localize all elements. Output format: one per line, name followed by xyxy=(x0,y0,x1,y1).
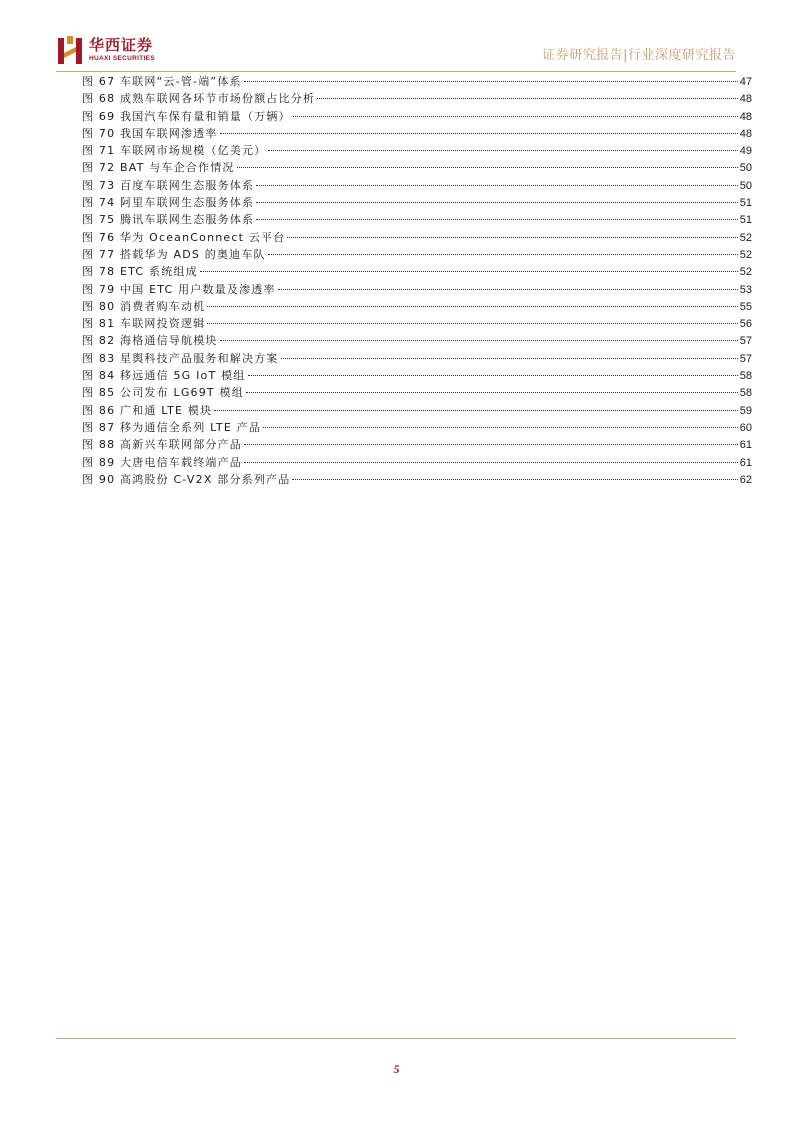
toc-entry-page: 52 xyxy=(739,266,752,279)
toc-entry[interactable] xyxy=(82,350,752,367)
toc-entry-page: 56 xyxy=(739,318,752,331)
logo-english-name: HUAXI SECURITIES xyxy=(89,55,155,62)
toc-entry-page: 49 xyxy=(739,145,752,158)
toc-entry-page: 50 xyxy=(739,162,752,175)
toc-entry-title: 图 67 车联网“云-管-端”体系 xyxy=(82,75,242,88)
toc-entry[interactable] xyxy=(82,367,752,384)
toc-entry-page: 57 xyxy=(739,352,752,365)
toc-entry-title: 图 77 搭载华为 ADS 的奥迪车队 xyxy=(82,247,266,261)
toc-dot-leader xyxy=(317,98,738,99)
toc-entry-title: 图 86 广和通 LTE 模块 xyxy=(82,403,213,417)
toc-dot-leader xyxy=(220,133,738,134)
page-header xyxy=(56,36,736,70)
toc-entry[interactable] xyxy=(82,194,752,211)
toc-dot-leader xyxy=(246,392,738,393)
toc-entry[interactable] xyxy=(82,281,752,298)
toc-dot-leader xyxy=(244,444,738,445)
toc-entry-page: 51 xyxy=(739,214,752,227)
toc-dot-leader xyxy=(263,427,738,428)
toc-entry-page: 61 xyxy=(739,439,752,452)
toc-entry[interactable] xyxy=(82,159,752,176)
toc-entry[interactable] xyxy=(82,298,752,315)
toc-entry[interactable] xyxy=(82,471,752,488)
toc-entry-title: 图 73 百度车联网生态服务体系 xyxy=(82,178,255,192)
toc-dot-leader xyxy=(278,289,738,290)
figure-index-list xyxy=(82,73,752,488)
toc-entry-title: 图 81 车联网投资逻辑 xyxy=(82,317,206,331)
toc-entry-title: 图 85 公司发布 LG69T 模组 xyxy=(82,386,244,400)
toc-dot-leader xyxy=(237,167,738,168)
toc-entry-title: 图 68 成熟车联网各环节市场份额占比分析 xyxy=(82,92,316,106)
toc-entry-title: 图 75 腾讯车联网生态服务体系 xyxy=(82,213,255,227)
toc-dot-leader xyxy=(207,323,737,324)
toc-entry-title: 图 76 华为 OceanConnect 云平台 xyxy=(82,230,286,244)
toc-entry[interactable] xyxy=(82,419,752,436)
toc-dot-leader xyxy=(207,306,737,307)
toc-entry[interactable] xyxy=(82,246,752,263)
toc-entry-page: 48 xyxy=(739,127,752,140)
toc-entry-page: 52 xyxy=(739,231,752,244)
toc-entry-page: 61 xyxy=(739,456,752,469)
toc-entry[interactable] xyxy=(82,142,752,159)
toc-dot-leader xyxy=(256,202,738,203)
toc-dot-leader xyxy=(292,479,737,480)
toc-entry-page: 60 xyxy=(739,421,752,434)
company-logo xyxy=(56,36,155,70)
toc-entry[interactable] xyxy=(82,125,752,142)
toc-entry-title: 图 82 海格通信导航模块 xyxy=(82,334,218,348)
toc-entry[interactable] xyxy=(82,177,752,194)
toc-entry-title: 图 83 星舆科技产品服务和解决方案 xyxy=(82,351,279,365)
toc-entry-page: 51 xyxy=(739,197,752,210)
toc-dot-leader xyxy=(220,340,738,341)
toc-dot-leader xyxy=(287,237,737,238)
toc-entry[interactable] xyxy=(82,332,752,349)
toc-entry-page: 59 xyxy=(739,404,752,417)
toc-entry-title: 图 74 阿里车联网生态服务体系 xyxy=(82,196,255,210)
toc-entry-title: 图 70 我国车联网渗透率 xyxy=(82,126,218,140)
toc-dot-leader xyxy=(268,254,738,255)
toc-dot-leader xyxy=(281,358,738,359)
toc-dot-leader xyxy=(214,410,737,411)
toc-entry[interactable] xyxy=(82,315,752,332)
toc-entry[interactable] xyxy=(82,90,752,107)
toc-entry-title: 图 89 大唐电信车载终端产品 xyxy=(82,455,242,469)
toc-entry-page: 62 xyxy=(739,473,752,486)
toc-entry[interactable] xyxy=(82,402,752,419)
toc-entry[interactable] xyxy=(82,211,752,228)
toc-entry[interactable] xyxy=(82,229,752,246)
toc-entry-page: 58 xyxy=(739,370,752,383)
header-divider xyxy=(56,71,736,72)
toc-entry-title: 图 69 我国汽车保有量和销量（万辆） xyxy=(82,109,291,123)
toc-entry-title: 图 80 消费者购车动机 xyxy=(82,299,206,313)
toc-entry-title: 图 78 ETC 系统组成 xyxy=(82,265,198,279)
toc-entry-page: 55 xyxy=(739,300,752,313)
toc-entry-title: 图 84 移远通信 5G IoT 模组 xyxy=(82,369,246,383)
toc-entry-title: 图 90 高鸿股份 C-V2X 部分系列产品 xyxy=(82,472,291,486)
toc-dot-leader xyxy=(244,81,738,82)
report-type-label: 证券研究报告|行业深度研究报告 xyxy=(542,48,736,63)
toc-entry[interactable] xyxy=(82,263,752,280)
toc-entry[interactable] xyxy=(82,384,752,401)
toc-entry-page: 47 xyxy=(739,76,752,88)
toc-dot-leader xyxy=(248,375,738,376)
toc-dot-leader xyxy=(256,219,738,220)
toc-entry-page: 58 xyxy=(739,387,752,400)
toc-entry-page: 52 xyxy=(739,248,752,261)
toc-entry-title: 图 71 车联网市场规模（亿美元） xyxy=(82,144,267,158)
toc-entry-title: 图 88 高新兴车联网部分产品 xyxy=(82,438,242,452)
toc-dot-leader xyxy=(293,116,738,117)
toc-entry-page: 48 xyxy=(739,93,752,106)
toc-entry-page: 50 xyxy=(739,179,752,192)
logo-chinese-name: 华西证券 xyxy=(89,36,154,54)
toc-entry[interactable] xyxy=(82,436,752,453)
toc-entry-title: 图 72 BAT 与车企合作情况 xyxy=(82,161,235,175)
toc-entry-page: 48 xyxy=(739,110,752,123)
toc-dot-leader xyxy=(256,185,738,186)
toc-entry[interactable] xyxy=(82,108,752,125)
toc-dot-leader xyxy=(244,462,738,463)
toc-entry[interactable] xyxy=(82,73,752,90)
toc-entry-page: 53 xyxy=(739,283,752,296)
toc-entry-page: 57 xyxy=(739,335,752,348)
toc-entry[interactable] xyxy=(82,454,752,471)
footer-divider xyxy=(56,1038,736,1039)
toc-dot-leader xyxy=(200,271,738,272)
toc-entry-title: 图 79 中国 ETC 用户数量及渗透率 xyxy=(82,282,276,296)
toc-entry-title: 图 87 移为通信全系列 LTE 产品 xyxy=(82,420,262,434)
toc-dot-leader xyxy=(268,150,737,151)
huaxi-logo-icon xyxy=(56,36,84,66)
page-number: 5 xyxy=(393,1062,400,1076)
